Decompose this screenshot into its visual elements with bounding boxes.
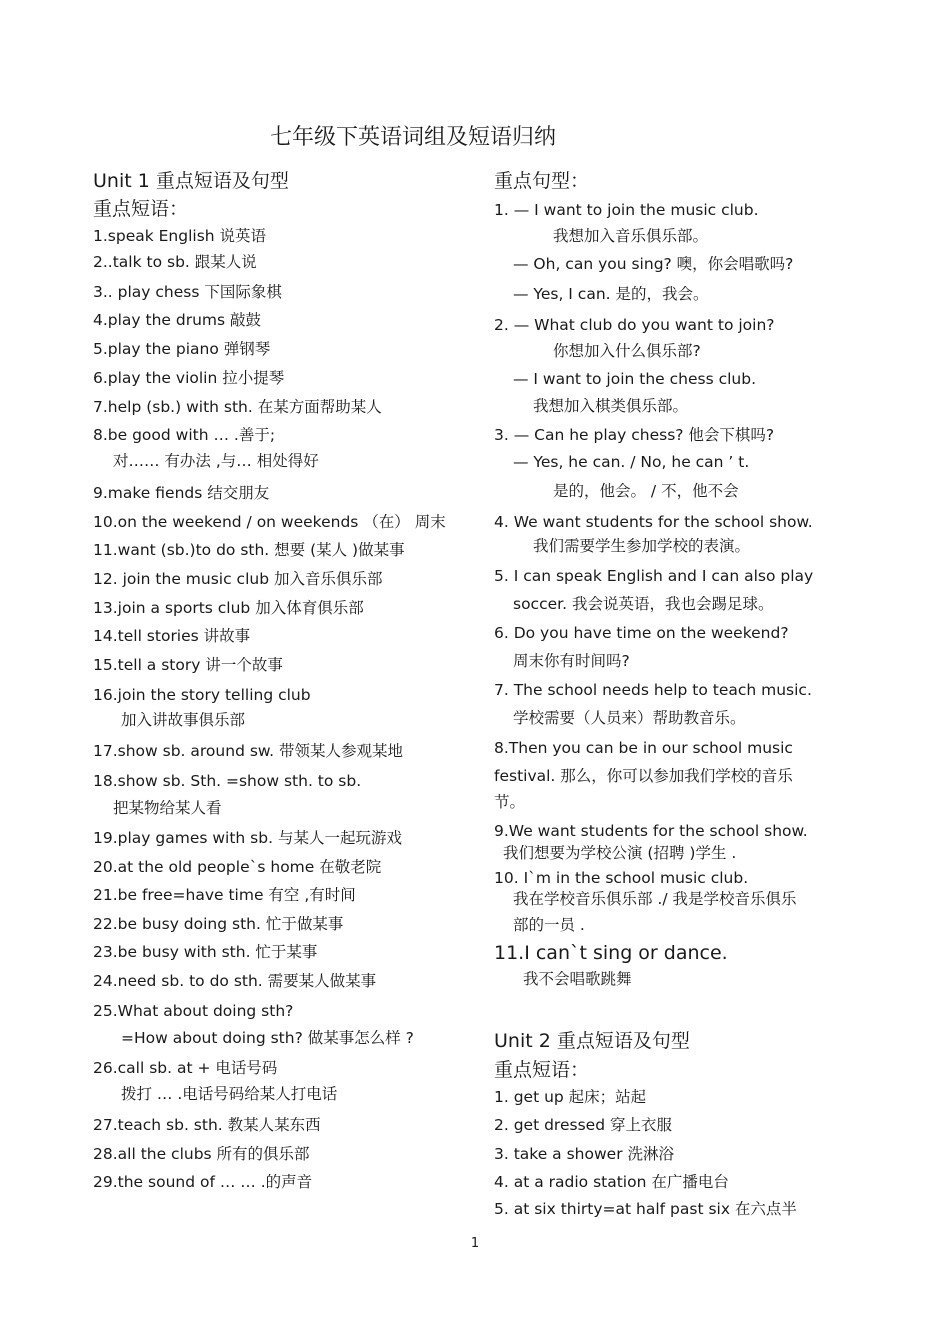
sentence-line: — Oh, can you sing? 噢，你会唱歌吗? bbox=[513, 255, 794, 273]
phrase-line: 拨打 … .电话号码给某人打电话 bbox=[121, 1085, 338, 1103]
sentence-line: 周末你有时间吗? bbox=[513, 652, 630, 670]
phrase-line: 1. get up 起床；站起 bbox=[494, 1088, 647, 1106]
phrase-line: 15.tell a story 讲一个故事 bbox=[93, 656, 283, 674]
phrase-line: 4.play the drums 敲鼓 bbox=[93, 311, 262, 329]
sentence-line: 你想加入什么俱乐部? bbox=[553, 342, 701, 360]
phrase-line: 16.join the story telling club bbox=[93, 686, 311, 704]
sentence-line: 我们想要为学校公演 (招聘 )学生 . bbox=[503, 844, 737, 862]
phrase-line: 18.show sb. Sth. =show sth. to sb. bbox=[93, 772, 362, 790]
phrase-line: 13.join a sports club 加入体育俱乐部 bbox=[93, 599, 364, 617]
phrase-line: 8.be good with … .善于; bbox=[93, 426, 276, 444]
page-number: 1 bbox=[470, 1236, 480, 1251]
sentence-line: 10. I`m in the school music club. bbox=[494, 869, 749, 887]
phrase-line: 10.on the weekend / on weekends （在） 周末 bbox=[93, 513, 446, 531]
phrase-line: 24.need sb. to do sth. 需要某人做某事 bbox=[93, 972, 377, 990]
phrase-line: 17.show sb. around sw. 带领某人参观某地 bbox=[93, 742, 404, 760]
phrase-line: 1.speak English 说英语 bbox=[93, 227, 267, 245]
sentence-line: 8.Then you can be in our school music bbox=[494, 739, 793, 757]
sentence-line: 6. Do you have time on the weekend? bbox=[494, 624, 789, 642]
sentence-line: 2. — What club do you want to join? bbox=[494, 316, 775, 334]
phrase-line: 14.tell stories 讲故事 bbox=[93, 627, 251, 645]
sentence-line: 节。 bbox=[494, 793, 526, 811]
phrase-line: 22.be busy doing sth. 忙于做某事 bbox=[93, 915, 344, 933]
sentence-line: 我在学校音乐俱乐部 ./ 我是学校音乐俱乐 bbox=[513, 890, 797, 908]
phrase-line: 7.help (sb.) with sth. 在某方面帮助某人 bbox=[93, 398, 382, 416]
sentence-line: 3. — Can he play chess? 他会下棋吗? bbox=[494, 426, 775, 444]
phrase-line: 5. at six thirty=at half past six 在六点半 bbox=[494, 1200, 797, 1218]
sentence-line: 我想加入音乐俱乐部。 bbox=[553, 227, 709, 245]
sentence-line: 是的，他会。 / 不，他不会 bbox=[553, 482, 739, 500]
phrase-line: 29.the sound of … … .的声音 bbox=[93, 1173, 313, 1191]
phrase-line: =How about doing sth? 做某事怎么样 ? bbox=[121, 1029, 414, 1047]
phrase-line: 25.What about doing sth? bbox=[93, 1002, 294, 1020]
phrase-line: 28.all the clubs 所有的俱乐部 bbox=[93, 1145, 310, 1163]
sentence-line: 4. We want students for the school show. bbox=[494, 513, 813, 531]
unit2-phrases-heading: 重点短语： bbox=[494, 1059, 590, 1081]
phrase-line: 11.want (sb.)to do sth. 想要 (某人 )做某事 bbox=[93, 541, 405, 559]
sentence-line: — Yes, he can. / No, he can ’ t. bbox=[513, 453, 750, 471]
phrase-line: 12. join the music club 加入音乐俱乐部 bbox=[93, 570, 383, 588]
unit1-heading: Unit 1 重点短语及句型 bbox=[93, 170, 289, 192]
sentence-line: festival. 那么，你可以参加我们学校的音乐 bbox=[494, 767, 793, 785]
sentence-line: 我们需要学生参加学校的表演。 bbox=[533, 537, 751, 555]
unit1-phrases-heading: 重点短语： bbox=[93, 198, 189, 220]
sentence-line: 9.We want students for the school show. bbox=[494, 822, 808, 840]
sentence-line: 我不会唱歌跳舞 bbox=[523, 970, 632, 988]
phrase-line: 对…… 有办法 ,与… 相处得好 bbox=[113, 452, 319, 470]
phrase-line: 3.. play chess 下国际象棋 bbox=[93, 283, 282, 301]
sentence-line: 7. The school needs help to teach music. bbox=[494, 681, 812, 699]
phrase-line: 19.play games with sb. 与某人一起玩游戏 bbox=[93, 829, 402, 847]
phrase-line: 把某物给某人看 bbox=[113, 799, 222, 817]
sentence-line: 5. I can speak English and I can also play bbox=[494, 567, 814, 585]
phrase-line: 20.at the old people`s home 在敬老院 bbox=[93, 858, 382, 876]
phrase-line: 6.play the violin 拉小提琴 bbox=[93, 369, 285, 387]
phrase-line: 3. take a shower 洗淋浴 bbox=[494, 1145, 674, 1163]
phrase-line: 加入讲故事俱乐部 bbox=[121, 711, 246, 729]
phrase-line: 23.be busy with sth. 忙于某事 bbox=[93, 943, 318, 961]
phrase-line: 9.make fiends 结交朋友 bbox=[93, 484, 270, 502]
phrase-line: 27.teach sb. sth. 教某人某东西 bbox=[93, 1116, 321, 1134]
sentence-line: 我想加入棋类俱乐部。 bbox=[533, 397, 689, 415]
sentence-line: 11.I can`t sing or dance. bbox=[494, 942, 728, 964]
phrase-line: 4. at a radio station 在广播电台 bbox=[494, 1173, 729, 1191]
unit1-sentences-heading: 重点句型： bbox=[494, 170, 590, 192]
phrase-line: 2. get dressed 穿上衣服 bbox=[494, 1116, 672, 1134]
phrase-line: 21.be free=have time 有空 ,有时间 bbox=[93, 886, 356, 904]
sentence-line: soccer. 我会说英语，我也会踢足球。 bbox=[513, 595, 774, 613]
unit2-heading: Unit 2 重点短语及句型 bbox=[494, 1030, 690, 1052]
phrase-line: 26.call sb. at + 电话号码 bbox=[93, 1059, 278, 1077]
sentence-line: 部的一员 . bbox=[513, 916, 585, 934]
phrase-line: 2..talk to sb. 跟某人说 bbox=[93, 253, 257, 271]
sentence-line: — Yes, I can. 是的，我会。 bbox=[513, 285, 709, 303]
phrase-line: 5.play the piano 弹钢琴 bbox=[93, 340, 271, 358]
sentence-line: 1. — I want to join the music club. bbox=[494, 201, 759, 219]
sentence-line: 学校需要（人员来）帮助教音乐。 bbox=[513, 709, 746, 727]
page-title: 七年级下英语词组及短语归纳 bbox=[269, 125, 556, 150]
sentence-line: — I want to join the chess club. bbox=[513, 370, 757, 388]
